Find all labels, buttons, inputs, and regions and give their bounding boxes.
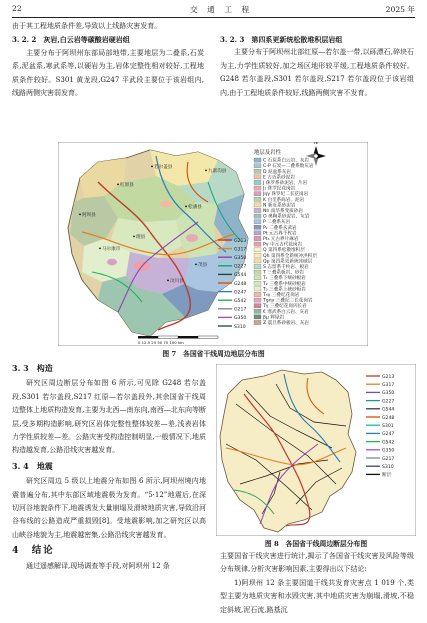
road-legend-label: G247 xyxy=(234,290,247,296)
legend-swatch xyxy=(254,270,261,274)
legend-swatch xyxy=(254,208,261,212)
legend-swatch xyxy=(254,192,261,196)
legend-entry: C 石炭系白云岩、灰岩 xyxy=(263,158,310,164)
figure-7 xyxy=(58,142,368,346)
legend-swatch xyxy=(254,175,261,179)
figure-8 xyxy=(216,364,416,536)
place-marker xyxy=(133,236,135,238)
place-label: 茂县 xyxy=(198,263,208,268)
legend-swatch xyxy=(254,287,261,291)
legend-entry: P₂ 二叠系玄武岩 xyxy=(263,225,297,231)
legend-entry: P 二叠系灰岩 xyxy=(263,220,291,226)
legend-entry: J 侏罗系砂泥岩、片岩 xyxy=(263,181,308,186)
legend-swatch xyxy=(254,197,261,201)
issue-year: 2025 年 xyxy=(385,5,415,14)
legend-swatch xyxy=(254,214,261,218)
legend-entry: T₃ 三叠系上统砂板岩 xyxy=(263,287,306,293)
legend-entry: βμ 辉绿岩 xyxy=(263,315,285,321)
paragraph: 主要分布于阿坝州东部局部地带,主要地层为二叠系,石炭系,泥盆系,寒武系等,以硬岩为主,岩体完整性相对较好,工程地质条件较好。S301 黄龙段,G247 平武段主要位于该岩组内,线路两侧灾害弱发育。 xyxy=(12,48,204,98)
road-legend-label: G317 xyxy=(234,247,247,253)
legend-swatch xyxy=(254,276,261,280)
paragraph: 1)阿坝州 12 条主要国道干线共发育灾害点 1 019 个,类型主要为地质灾害和水毁灾害,其中地质灾害为崩塌,滑坡,不稳定斜坡,泥石流,路基沉 xyxy=(220,578,414,614)
legend-swatch xyxy=(254,281,261,285)
road-legend-label: G217 xyxy=(382,456,395,462)
legend-entry: Qp 第四系更新统冰碛层 xyxy=(263,259,313,265)
map-patch xyxy=(186,234,198,242)
legend-swatch xyxy=(254,242,261,246)
place-marker xyxy=(99,248,101,250)
map-patch xyxy=(160,200,172,207)
place-marker xyxy=(79,214,81,216)
legend-entry: S 志留系千枚岩、板岩 xyxy=(263,265,309,270)
legend-entry: Jηγ 侏罗纪二长花岗岩 xyxy=(263,192,309,198)
paragraph: 主要国省干线灾害进行统计,揭示了各国省干线灾害及风险等级分布规律,分析灾害影响因素,主要得出以下结论: xyxy=(220,552,414,574)
road-legend-label: G544 xyxy=(234,273,247,279)
road-legend-label: G248 xyxy=(234,281,247,287)
legend-swatch xyxy=(254,220,261,224)
figure-7-caption: 图 7 各国省干线周边地层分布图 xyxy=(162,350,265,358)
legend-swatch xyxy=(254,292,261,296)
subsection-heading: 3. 4 地震 xyxy=(12,460,53,471)
subsection-heading: 3. 3 构造 xyxy=(12,363,53,373)
legend-entry: T₁ 三叠系下统砂板岩 xyxy=(263,276,306,282)
legend-swatch xyxy=(254,236,261,240)
place-marker xyxy=(151,166,153,168)
legend-swatch xyxy=(254,225,261,229)
road-legend-label: G248 xyxy=(382,415,395,421)
page-number: 22 xyxy=(12,4,22,13)
figure-8-caption: 图 8 各国省干线周边断层分布图 xyxy=(264,540,368,548)
place-label: 红原县 xyxy=(120,183,134,188)
legend-title: 地层及岩性 xyxy=(254,150,281,156)
legend-swatch xyxy=(254,320,261,324)
road-legend-label: G213 xyxy=(382,374,395,380)
running-header xyxy=(12,2,415,16)
paragraph: 研究区周边断层分布如图 6 所示,可见除 G248 若尔盖段,S301 若尔盖段,S217 红原—若尔盖段外,其余国省干线周边整体上地质构造发育,主要为北西—南东向,南西—北东向等断层,受多期构造影响,研究区岩体完整性整体较差—差,浅表岩体力学性质较差—差。公路灾害受构造控制明显,一般情况下,地质构造越发育,公路沿线灾害越发育。 xyxy=(12,379,206,455)
legend-swatch xyxy=(254,164,261,168)
legend-entry: T 三叠系板岩、砂岩 xyxy=(263,270,305,276)
place-marker xyxy=(167,280,169,282)
road-legend-label: G317 xyxy=(382,383,395,388)
road-legend-label: G217 xyxy=(234,307,247,313)
fault-map xyxy=(216,364,416,536)
legend-swatch xyxy=(254,264,261,268)
legend-entry: Qh 第四系全新统冲洪积层 xyxy=(263,253,317,259)
road-legend-label: G350 xyxy=(234,316,247,322)
place-marker xyxy=(185,206,187,208)
left-column-top xyxy=(12,20,204,100)
legend-entry: C-P 石炭—二叠系数灰岩 xyxy=(263,164,314,170)
place-label: 若尔盖县 xyxy=(154,165,173,170)
left-column-bottom xyxy=(12,360,206,573)
subsubsection-heading: 3. 2. 2 灰岩,白云岩等碳酸岩硬岩组 xyxy=(12,35,130,45)
road-legend-label: G350 xyxy=(234,256,247,261)
legend-swatch xyxy=(254,180,261,184)
section-heading: 4 结论 xyxy=(12,545,55,557)
paragraph: 由于其工程地质条件差,导致以上线路灾害发育。 xyxy=(12,22,162,30)
legend-entry: D 泥盆系灰岩 xyxy=(263,169,291,175)
legend-swatch xyxy=(254,315,261,319)
scale-label: 0 12.5 25 50 75 100 km xyxy=(138,340,184,345)
legend-entry: N 新近系砂泥岩 xyxy=(263,203,296,209)
road-legend-label: G542 xyxy=(382,440,395,446)
road-legend-label: S310 xyxy=(234,324,246,330)
place-label: 阿坝县 xyxy=(82,213,96,218)
journal-name: 交 通 工 程 xyxy=(190,5,251,14)
legend-entry: Pt 元古界千枚岩 xyxy=(263,231,297,237)
legend-entry: Q 第四系松散堆积层 xyxy=(263,248,305,254)
legend-entry: Tgηγ 三叠纪二长花岗岩 xyxy=(263,298,313,304)
legend-entry: O 奥陶系砂泥岩、灰岩 xyxy=(263,214,310,220)
legend-swatch xyxy=(254,259,261,263)
legend-swatch xyxy=(254,309,261,313)
road-legend-label: G227 xyxy=(382,399,395,405)
road-legend-label: G350 xyxy=(382,391,395,397)
legend-entry: € 寒武系白云岩、灰岩 xyxy=(263,309,309,315)
right-column-bottom xyxy=(220,550,414,617)
legend-swatch xyxy=(254,248,261,252)
legend-entry: Tγ 三叠纪花岗闪长岩 xyxy=(263,304,307,310)
paragraph: 主要分布于阿坝州北部红原—若尔盖一带,以砾漂石,碎块石为主,力学性质较好,加之场区地形较平缓,工程地质条件较好。G248 若尔盖段,S301 若尔盖段,S217 若尔盖段位于该岩组内,由于工程地质条件较好,线路两侧灾害不发育。 xyxy=(220,48,414,97)
place-label: 马尔康市 xyxy=(102,247,121,252)
place-label: 松潘县 xyxy=(188,205,202,210)
subsubsection-heading: 3. 2. 3 第四系更新统松散堆积层岩组 xyxy=(220,35,343,44)
road-legend-label: G350 xyxy=(382,448,395,454)
legend-swatch xyxy=(254,231,261,235)
place-marker xyxy=(117,184,119,186)
paragraph: 通过遥感解译,现场调查等手段,对阿坝州 12 条 xyxy=(26,561,170,570)
legend-entry: Pt₃ 元古界片麻岩 xyxy=(263,237,299,242)
legend-entry: T₂ 三叠系中统砂板岩 xyxy=(263,281,306,287)
legend-entry: Z 震旦系砂板岩、灰岩 xyxy=(263,321,309,326)
legend-swatch xyxy=(254,186,261,190)
svg-text:N: N xyxy=(314,142,318,146)
place-label: 理县 xyxy=(136,235,146,240)
legend-entry: Nh 南华系变质砂岩 xyxy=(263,209,303,214)
legend-entry: J₂ 侏罗纪花岗岩 xyxy=(263,186,296,192)
legend-entry: Pγ 中元古代花岗岩 xyxy=(263,242,303,248)
legend-entry: T₃γ 三叠纪花岗岩 xyxy=(263,293,300,298)
place-label: 汶川县 xyxy=(170,279,184,284)
legend-entry: E 古近系砂泥岩 xyxy=(263,175,295,181)
legend-entry: K 白垩系砾岩、泥岩 xyxy=(263,197,305,203)
geology-map xyxy=(58,142,368,346)
legend-swatch xyxy=(254,158,261,162)
legend-swatch xyxy=(254,169,261,173)
road-legend-label: G544 xyxy=(382,407,395,413)
header-rule xyxy=(12,17,415,18)
place-label: 九寨沟县 xyxy=(208,169,227,174)
right-column-top xyxy=(220,33,414,100)
road-legend-label: G213 xyxy=(234,238,247,244)
road-legend-label: G247 xyxy=(382,432,395,438)
legend-swatch xyxy=(254,298,261,302)
road-legend-label: S301 xyxy=(382,424,394,429)
legend-swatch xyxy=(254,304,261,308)
paragraph: 研究区周边 5 级以上地震分布如图 6 所示,阿坝州境内地震普遍分布,其中东部区域地震极为发育。“5·12”地震后,在深切河谷地貌条件下,地震诱发大量崩塌及滑坡地质灾害,导致沿河谷布线的公路造成严重损毁[8]。受地震影响,加之研究区以高山峡谷地貌为主,地震越密集,公路沿线灾害越发育。 xyxy=(12,477,206,539)
road-legend-label: 断层 xyxy=(382,473,392,479)
legend-swatch xyxy=(254,253,261,257)
legend-swatch xyxy=(254,203,261,207)
road-legend-label: S310 xyxy=(382,465,394,470)
map-patch xyxy=(107,259,117,266)
place-marker xyxy=(205,170,207,172)
place-marker xyxy=(195,264,197,266)
road-legend-label: G227 xyxy=(234,264,247,270)
road-legend-label: G542 xyxy=(234,299,247,304)
